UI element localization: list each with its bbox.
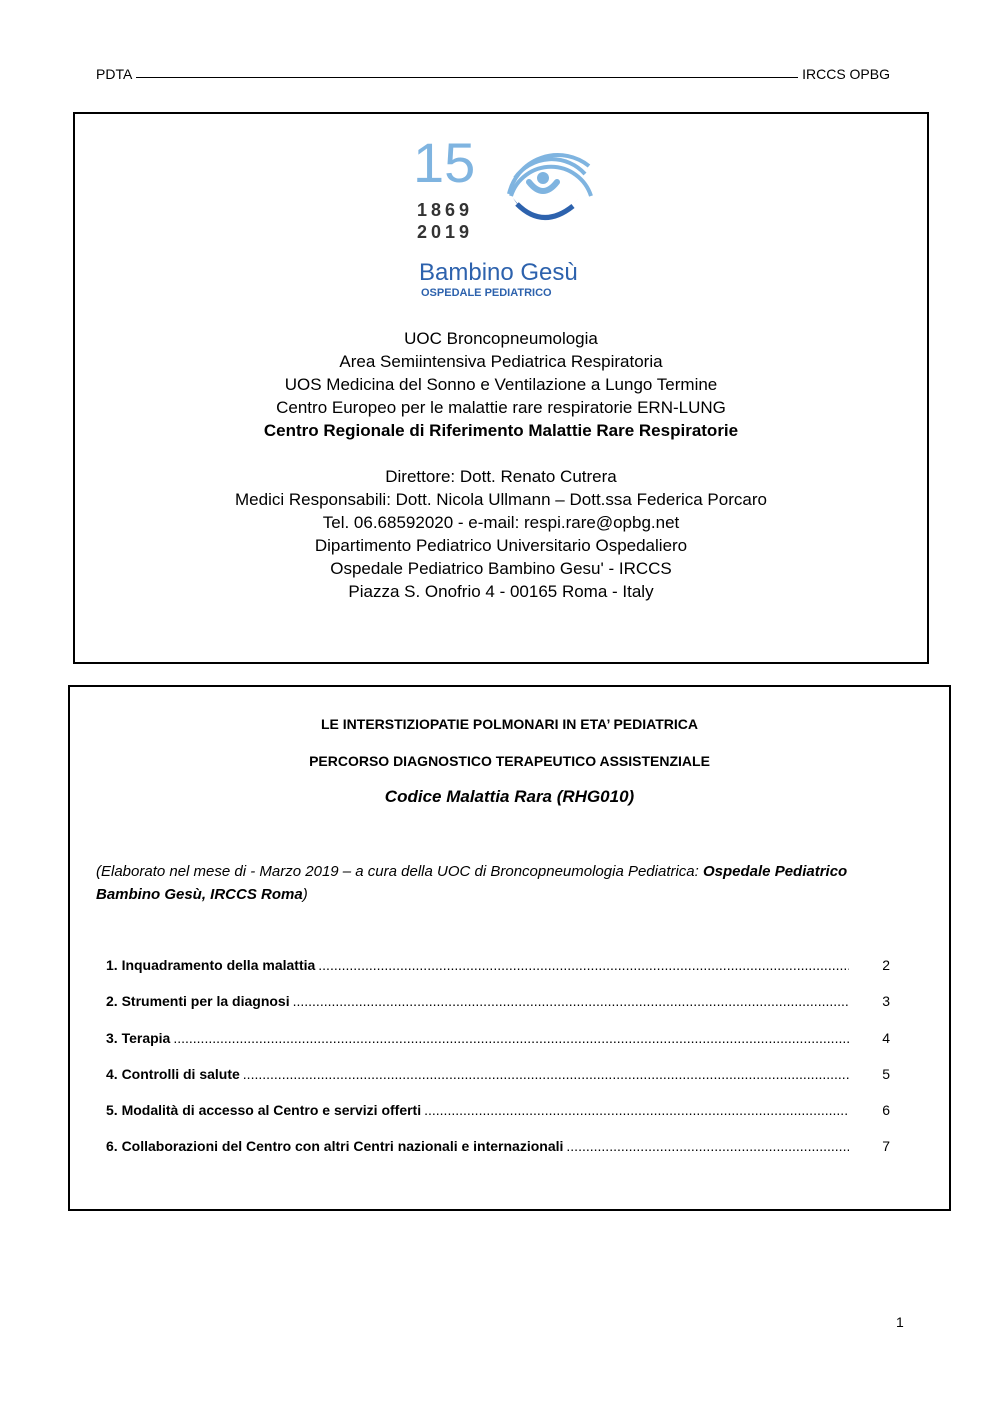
- unit-line: Area Semiintensiva Pediatrica Respiratoria: [339, 352, 663, 371]
- toc-leader: [566, 1138, 849, 1154]
- note-prefix: (Elaborato nel mese di - Marzo 2019 – a cura della UOC di Broncopneumologia Pediatrica:: [96, 863, 703, 880]
- toc-item-label: 1. Inquadramento della malattia: [106, 957, 316, 973]
- toc-leader: [318, 957, 849, 973]
- unit-line: Centro Europeo per le malattie rare respiratorie ERN-LUNG: [276, 398, 726, 417]
- header-rule: [136, 76, 798, 78]
- document-subtitle: PERCORSO DIAGNOSTICO TERAPEUTICO ASSISTENZIALE: [309, 753, 710, 769]
- toc-item[interactable]: [106, 993, 890, 1029]
- regional-center-line: Centro Regionale di Riferimento Malattie Rare Respiratorie: [263, 421, 739, 440]
- phone-email-line: Tel. 06.68592020 - e-mail: respi.rare@opbg.net: [322, 513, 680, 532]
- toc-item-page: 2: [882, 957, 890, 973]
- unit-line: UOS Medicina del Sonno e Ventilazione a Lungo Termine: [284, 375, 718, 394]
- toc-item[interactable]: [106, 1066, 890, 1102]
- toc-leader: [243, 1066, 849, 1082]
- toc-item-label: 2. Strumenti per la diagnosi: [106, 993, 290, 1010]
- toc-item-page: 6: [882, 1102, 890, 1119]
- header-right: IRCCS OPBG: [802, 66, 890, 82]
- toc-item[interactable]: [106, 1030, 890, 1066]
- header-left: PDTA: [96, 66, 133, 82]
- page-number: 1: [896, 1314, 904, 1330]
- toc-item-label: 4. Controlli di salute: [106, 1065, 240, 1082]
- unit-line: UOC Broncopneumologia: [404, 329, 598, 348]
- address-line: Piazza S. Onofrio 4 - 00165 Roma - Italy: [348, 582, 654, 601]
- toc-item[interactable]: [106, 1138, 890, 1174]
- toc-item-label: 5. Modalità di accesso al Centro e servizi offerti: [106, 1102, 422, 1119]
- note-institution: Ospedale Pediatrico Bambino Gesù, IRCCS Roma: [96, 863, 848, 903]
- toc-item-page: 4: [882, 1029, 890, 1046]
- toc-item[interactable]: [106, 957, 890, 993]
- unit-lines: [75, 327, 927, 442]
- unit-info-box: [73, 112, 929, 664]
- logo-year-top: 1869: [417, 200, 474, 220]
- toc-item-label: 3. Terapia: [106, 1029, 171, 1046]
- logo-year-bottom: 2019: [417, 222, 474, 242]
- toc-item-label: 6. Collaborazioni del Centro con altri Centri nazionali e internazionali: [106, 1138, 564, 1155]
- toc-item-page: 7: [882, 1138, 890, 1155]
- responsible-line: Medici Responsabili: Dott. Nicola Ullmann – Dott.ssa Federica Porcaro: [235, 490, 767, 509]
- toc-leader: [173, 1030, 849, 1046]
- table-of-contents: [106, 957, 890, 1175]
- document-title: LE INTERSTIZIOPATIE POLMONARI IN ETA’ PEDIATRICA: [321, 716, 698, 732]
- logo-subtitle: OSPEDALE PEDIATRICO: [421, 287, 552, 296]
- contact-lines: [75, 465, 927, 603]
- toc-item[interactable]: [106, 1102, 890, 1138]
- department-line: Dipartimento Pediatrico Universitario Ospedaliero: [314, 536, 688, 555]
- hospital-line: Ospedale Pediatrico Bambino Gesu' - IRCCS: [330, 559, 672, 578]
- toc-leader: [293, 993, 849, 1009]
- director-line: Direttore: Dott. Renato Cutrera: [385, 467, 617, 486]
- logo-name: Bambino Gesù: [419, 259, 578, 286]
- document-info-box: [68, 685, 951, 1211]
- toc-leader: [424, 1102, 849, 1118]
- page-header: [96, 62, 890, 82]
- bambino-gesu-logo: [409, 126, 599, 296]
- note-suffix: ): [302, 886, 308, 903]
- toc-item-page: 5: [882, 1065, 890, 1082]
- disease-code: Codice Malattia Rara (RHG010): [384, 787, 635, 806]
- toc-item-page: 3: [882, 993, 890, 1010]
- logo-figure-head: [537, 172, 549, 184]
- authorship-note: [96, 860, 876, 906]
- logo-number: 15: [413, 131, 476, 194]
